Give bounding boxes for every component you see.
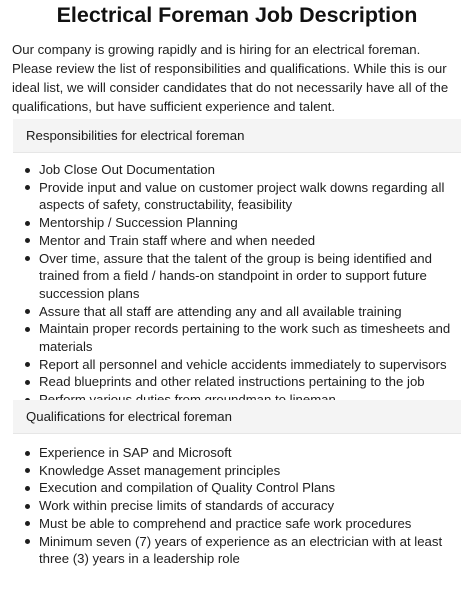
list-item (25, 303, 461, 321)
bullet-icon (25, 327, 30, 332)
list-item-text: Experience in SAP and Microsoft (39, 445, 232, 460)
list-item (25, 479, 461, 497)
bullet-icon (25, 362, 30, 367)
list-item-text: Assure that all staff are attending any and all available training (39, 303, 402, 319)
bullet-icon (25, 168, 30, 173)
intro-paragraph: Our company is growing rapidly and is hiring for an electrical foreman. Please review the list of responsibilities and qualifications. While this is our ideal list, we will consider candidates that do not necessarily have all of the qualifications, but have sufficient experience and talent. (12, 42, 449, 114)
bullet-icon (25, 380, 30, 385)
list-item (25, 179, 461, 214)
bullet-icon (25, 185, 30, 190)
bullet-icon (25, 521, 30, 526)
list-item-text: Mentor and Train staff where and when needed (39, 232, 316, 248)
list-item (25, 161, 461, 179)
list-item-text: Provide input and value on customer project walk downs regarding all aspects of safety, constructability, feasibility (39, 179, 445, 213)
list-item (25, 444, 461, 462)
list-item-text: Over time, assure that the talent of the group is being identified and trained from a field / hands-on standpoint in order to support future succession plans (39, 250, 432, 301)
bullet-icon (25, 238, 30, 243)
bullet-icon (25, 221, 30, 226)
list-item (25, 232, 461, 250)
bullet-icon (25, 256, 30, 261)
responsibilities-header (13, 119, 461, 153)
qualifications-header (13, 400, 461, 434)
page-title: Electrical Foreman Job Description (56, 3, 418, 27)
list-item-text: Report all personnel and vehicle accidents immediately to supervisors (39, 356, 447, 372)
list-item-text: Mentorship / Succession Planning (39, 215, 238, 231)
list-item-text: Maintain proper records pertaining to the work such as timesheets and materials (39, 321, 451, 355)
list-item-text: Execution and compilation of Quality Control Plans (39, 480, 336, 496)
list-item (25, 462, 461, 480)
list-item-text: Read blueprints and other related instructions pertaining to the job (39, 374, 425, 390)
list-item-text: Knowledge Asset management principles (39, 462, 281, 478)
list-item (25, 320, 461, 355)
list-item (25, 214, 461, 232)
qualifications-heading: Qualifications for electrical foreman (26, 409, 232, 424)
bullet-icon (25, 539, 30, 544)
list-item (25, 250, 461, 303)
responsibilities-heading: Responsibilities for electrical foreman (26, 128, 245, 143)
list-item-text: Must be able to comprehend and practice safe work procedures (39, 515, 412, 531)
responsibilities-list (25, 161, 461, 409)
bullet-icon (25, 486, 30, 491)
list-item-text: Minimum seven (7) years of experience as an electrician with at least three (3) years in a leadership role (39, 533, 443, 567)
bullet-icon (25, 468, 30, 473)
list-item-text: Work within precise limits of standards of accuracy (39, 498, 335, 514)
bullet-icon (25, 309, 30, 314)
list-item (25, 515, 461, 533)
list-item (25, 533, 461, 568)
bullet-icon (25, 504, 30, 509)
list-item (25, 356, 461, 374)
bullet-icon (25, 451, 30, 456)
list-item (25, 373, 461, 391)
list-item-text: Job Close Out Documentation (39, 162, 215, 177)
list-item (25, 497, 461, 515)
qualifications-list (25, 444, 461, 568)
